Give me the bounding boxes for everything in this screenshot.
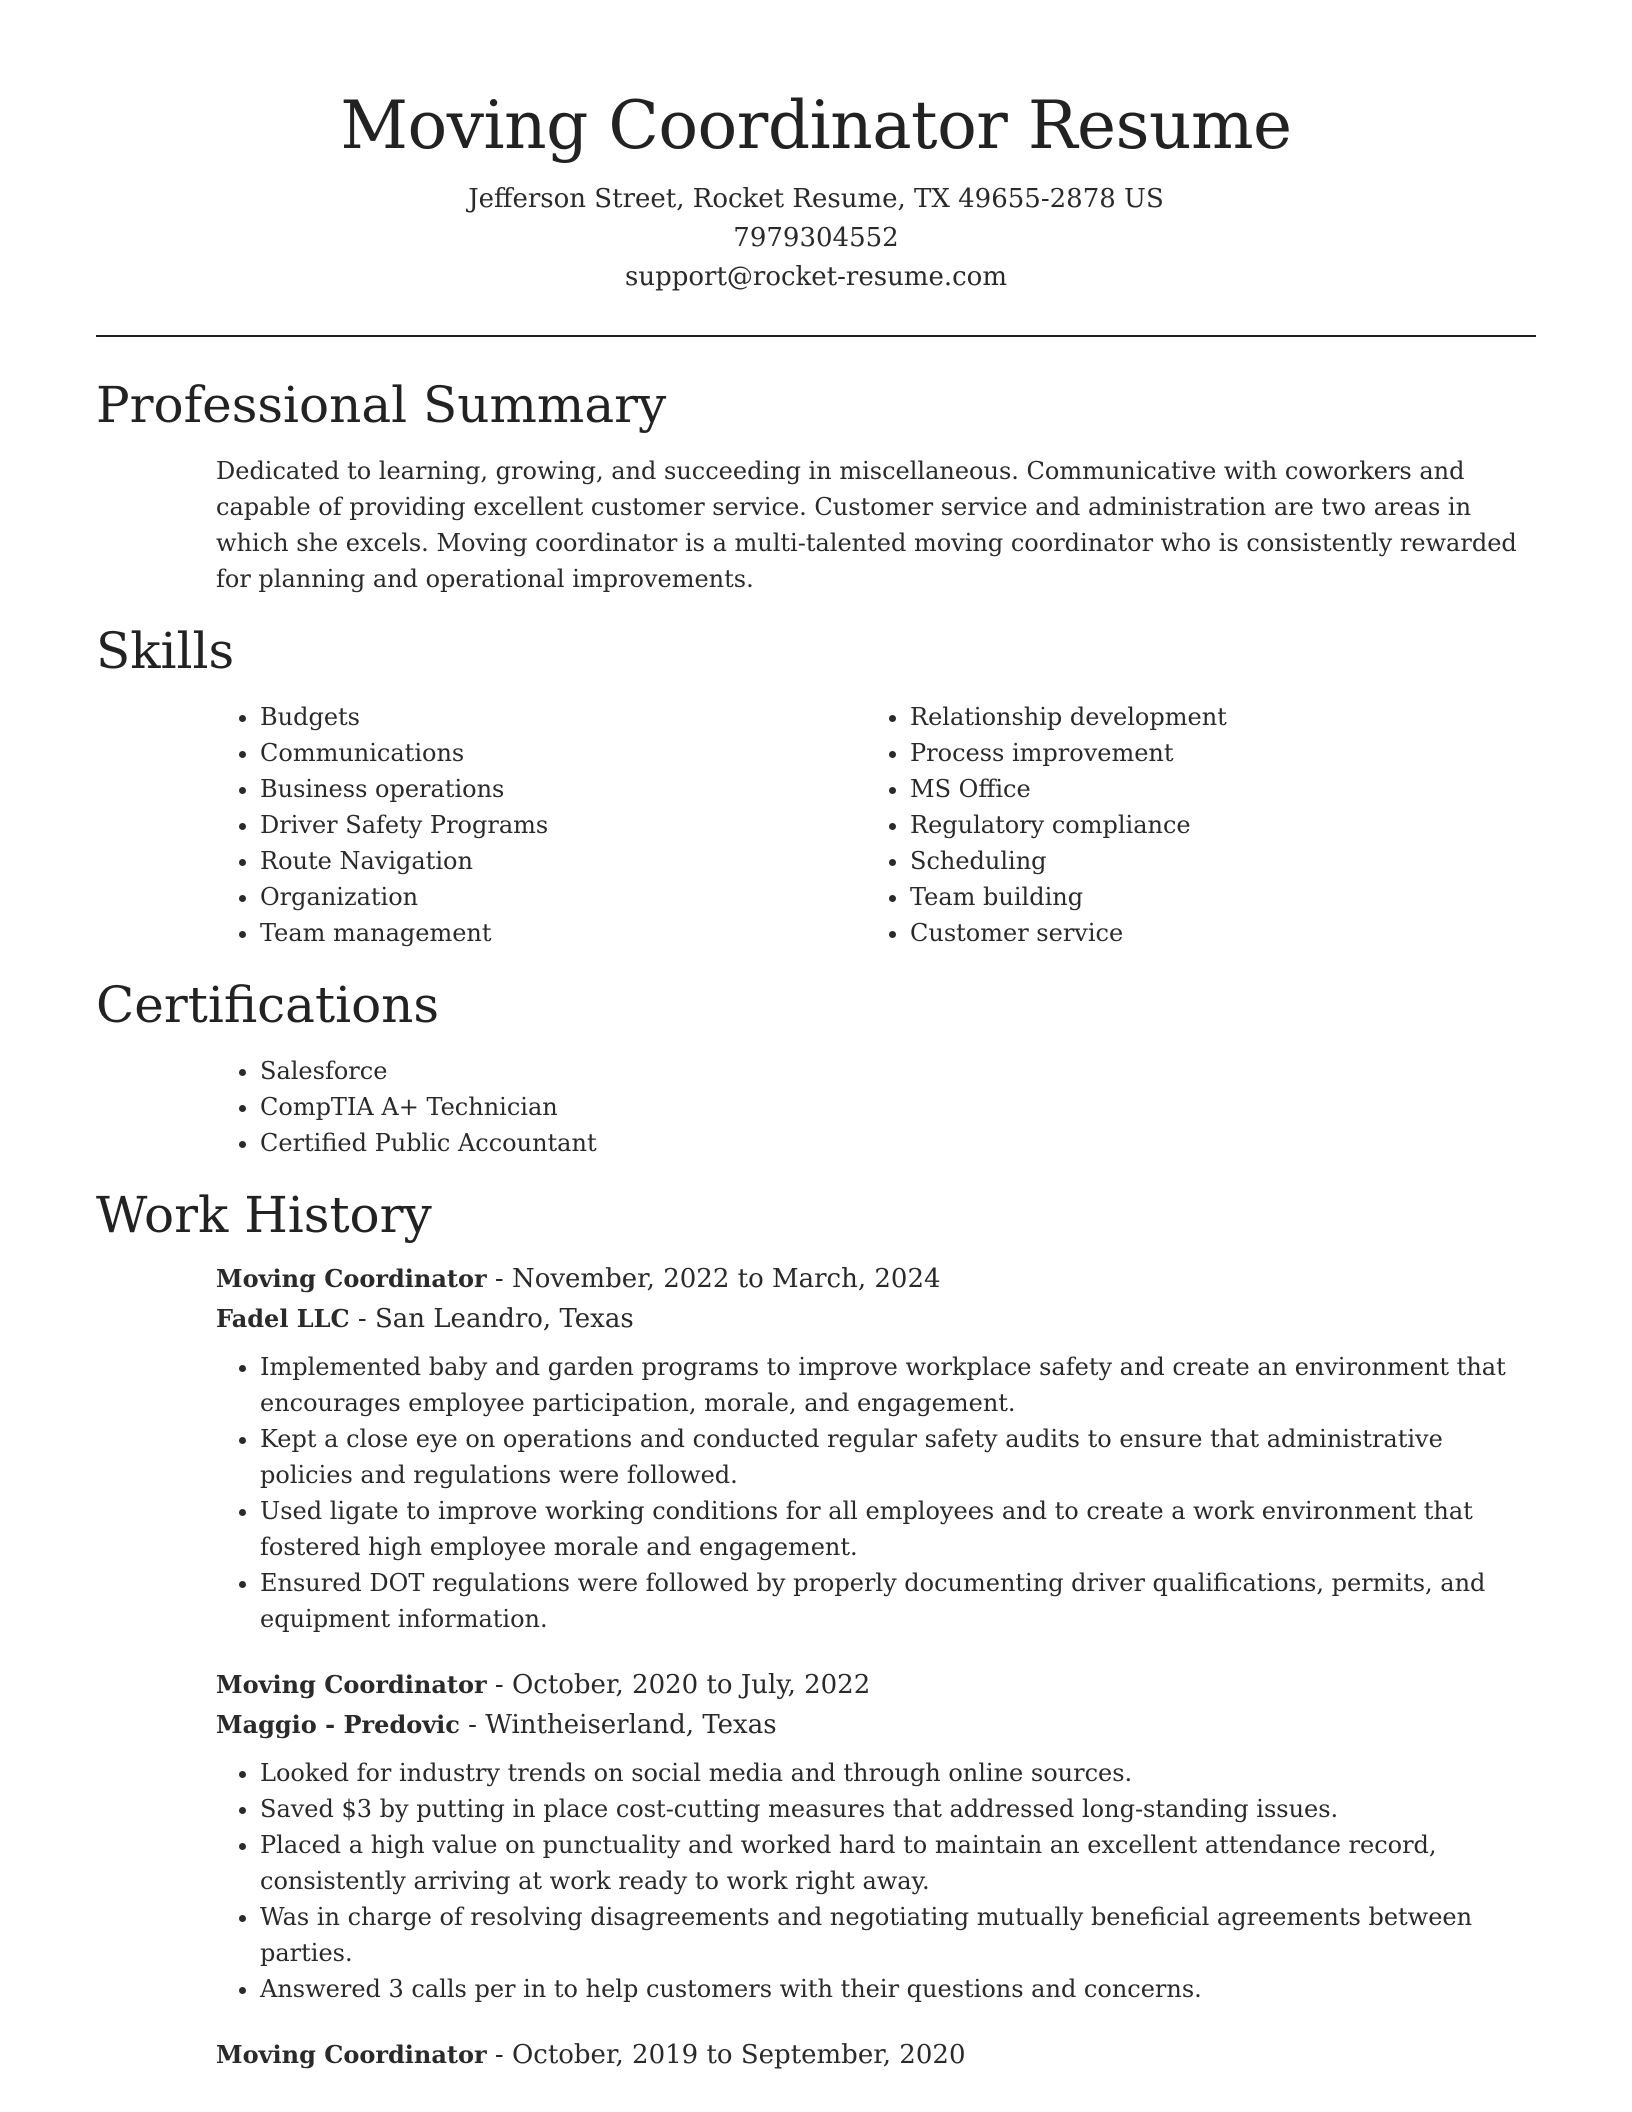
list-item: • Answered 3 calls per in to help customers with their questions and concerns.	[260, 1971, 1536, 2007]
skills-grid	[96, 699, 1536, 951]
list-item: • Used ligate to improve working conditions for all employees and to create a work environment that fostered high employee morale and engagement.	[260, 1493, 1536, 1565]
certifications-heading: Certifications	[96, 976, 440, 1034]
company-name: Maggio - Predovic	[216, 1710, 460, 1739]
list-item: • Driver Safety Programs	[260, 807, 866, 843]
list-item: • Was in charge of resolving disagreements and negotiating mutually beneficial agreements between parties.	[260, 1899, 1536, 1971]
certifications-block	[96, 1053, 1536, 1161]
company-line	[216, 1705, 1536, 1745]
list-item: • CompTIA A+ Technician	[260, 1089, 1536, 1125]
job-title: Moving Coordinator	[216, 1670, 487, 1699]
summary-text: Dedicated to learning, growing, and succeeding in miscellaneous. Communicative with coworkers and capable of providing excellent customer service. Customer service and administration are two areas in which she excels. Moving coordinator is a multi-talented moving coordinator who is consistently rewarded for planning and operational improvements.	[216, 457, 1517, 593]
list-item: • Kept a close eye on operations and conducted regular safety audits to ensure that administrative policies and regulations were followed.	[260, 1421, 1536, 1493]
list-item: • Looked for industry trends on social media and through online sources.	[260, 1755, 1536, 1791]
header-divider	[96, 335, 1536, 337]
list-item: • Business operations	[260, 771, 866, 807]
list-item: • Route Navigation	[260, 843, 866, 879]
list-item: • Relationship development	[910, 699, 1516, 735]
resume-title: Moving Coordinator Resume	[340, 87, 1292, 164]
list-item: • Team management	[260, 915, 866, 951]
list-item: • Budgets	[260, 699, 866, 735]
job-title-line	[216, 1259, 1536, 1299]
contact-block	[96, 180, 1536, 297]
job-dates: - November, 2022 to March, 2024	[486, 1264, 941, 1294]
list-item: • Communications	[260, 735, 866, 771]
skills-list-right	[866, 699, 1516, 951]
list-item: • Organization	[260, 879, 866, 915]
contact-email: support@rocket-resume.com	[624, 262, 1007, 292]
job-entry	[96, 1259, 1536, 1637]
job-entry	[96, 2035, 1536, 2075]
list-item: • Customer service	[910, 915, 1516, 951]
job-title: Moving Coordinator	[216, 1264, 487, 1293]
job-title-line	[216, 2035, 1536, 2075]
job-dates: - October, 2020 to July, 2022	[486, 1670, 871, 1700]
list-item: • Process improvement	[910, 735, 1516, 771]
company-name: Fadel LLC	[216, 1304, 350, 1333]
skills-list-left	[216, 699, 866, 951]
company-line	[216, 1299, 1536, 1339]
company-location: - Wintheiserland, Texas	[459, 1710, 777, 1740]
job-bullets	[216, 1349, 1536, 1637]
work-history-heading: Work History	[96, 1186, 432, 1244]
list-item: • Team building	[910, 879, 1516, 915]
skills-column-right	[866, 699, 1516, 951]
certifications-list	[216, 1053, 1536, 1161]
list-item: • MS Office	[910, 771, 1516, 807]
list-item: • Regulatory compliance	[910, 807, 1516, 843]
job-entry	[96, 1665, 1536, 2007]
list-item: • Placed a high value on punctuality and worked hard to maintain an excellent attendance record, consistently arriving at work ready to work right away.	[260, 1827, 1536, 1899]
list-item: • Salesforce	[260, 1053, 1536, 1089]
job-title-line	[216, 1665, 1536, 1705]
list-item: • Saved $3 by putting in place cost-cutting measures that addressed long-standing issues.	[260, 1791, 1536, 1827]
skills-column-left	[216, 699, 866, 951]
job-title: Moving Coordinator	[216, 2040, 487, 2069]
job-bullets	[216, 1755, 1536, 2007]
job-dates: - October, 2019 to September, 2020	[486, 2040, 966, 2070]
summary-heading: Professional Summary	[96, 376, 667, 434]
list-item: • Ensured DOT regulations were followed by properly documenting driver qualifications, permits, and equipment information.	[260, 1565, 1536, 1637]
contact-phone: 7979304552	[733, 223, 899, 253]
contact-address: Jefferson Street, Rocket Resume, TX 49655-2878 US	[468, 184, 1164, 214]
list-item: • Scheduling	[910, 843, 1516, 879]
skills-heading: Skills	[96, 622, 235, 680]
list-item: • Certified Public Accountant	[260, 1125, 1536, 1161]
list-item: • Implemented baby and garden programs to improve workplace safety and create an environment that encourages employee participation, morale, and engagement.	[260, 1349, 1536, 1421]
company-location: - San Leandro, Texas	[349, 1304, 634, 1334]
